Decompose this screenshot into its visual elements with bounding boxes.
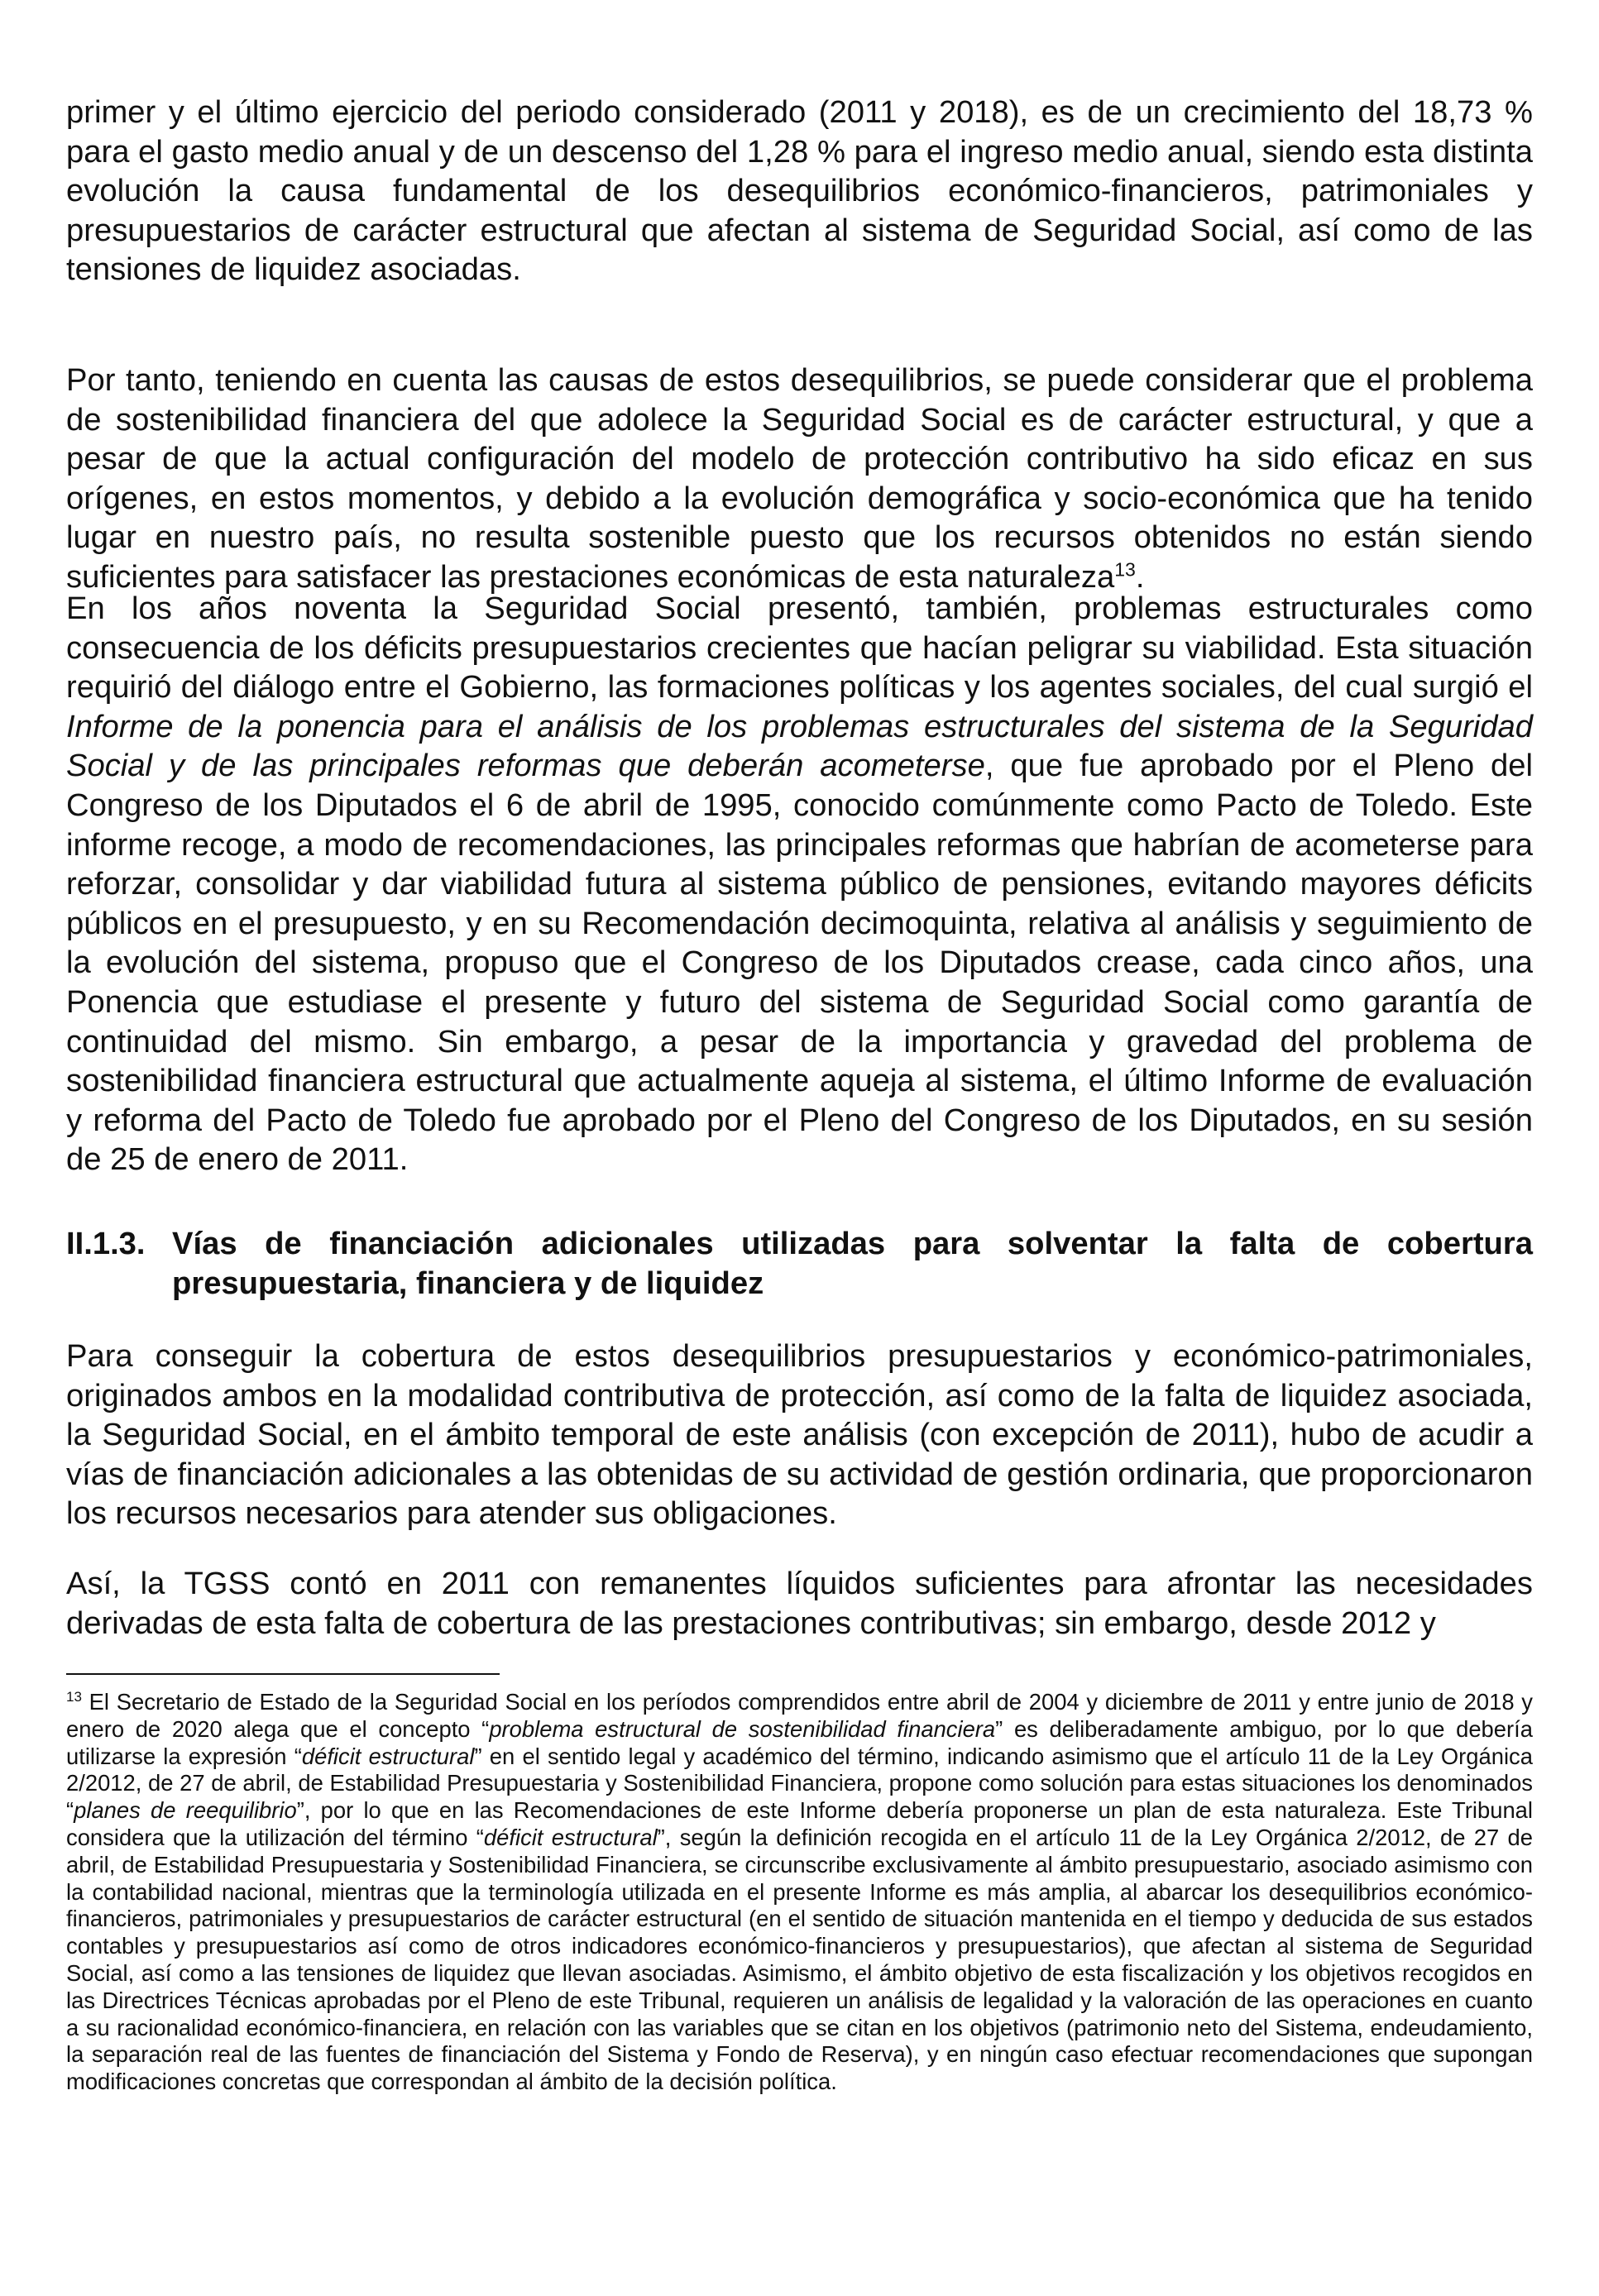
footnote-13: $^{13}$ El Secretario de Estado de la Seguridad Social en los períodos comprendidos entre abril de 2004 y diciembre de 2011 y entre junio de 2018 y enero de 2020 alega que el concepto “problema estructural de sostenibilidad financiera” es deliberadamente ambiguo, por lo que debería utilizarse la expresión “déficit estructural” en el sentido legal y académico del término, indicando asimismo que el artículo 11 de la Ley Orgánica 2/2012, de 27 de abril, de Estabilidad Presupuestaria y Sostenibilidad Financiera, propone como solución para estas situaciones los denominados “planes de reequilibrio”, por lo que en las Recomendaciones de este Informe debería proponerse un plan de esta naturaleza. Este Tribunal considera que la utilización del término “déficit estructural”, según la definición recogida en el artículo 11 de la Ley Orgánica 2/2012, de 27 de abril, de Estabilidad Presupuestaria y Sostenibilidad Financiera, se circunscribe exclusivamente al ámbito presupuestario, asociado asimismo con la contabilidad nacional, mientras que la terminología utilizada en el presente Informe es más amplia, al abarcar los desequilibrios económico-financieros, patrimoniales y presupuestarios de carácter estructural (en el sentido de situación mantenida en el tiempo y deducida de sus estados contables y presupuestarios así como de otros indicadores económico-financieros y presupuestarios), que afectan al sistema de Seguridad Social, así como a las tensiones de liquidez que llevan asociadas. Asimismo, el ámbito objetivo de esta fiscalización y los objetivos recogidos en las Directrices Técnicas aprobadas por el Pleno de este Tribunal, requieren un análisis de legalidad y la valoración de las operaciones en cuanto a su racionalidad económico-financiera, en relación con las variables que se citan en los objetivos (patrimonio neto del Sistema, endeudamiento, la separación real de las fuentes de financiación del Sistema y Fondo de Reserva), y en ningún caso efectuar recomendaciones que supongan modificaciones concretas que correspondan al ámbito de la decisión política. bbox=[66, 1688, 1533, 2095]
paragraph-4: Para conseguir la cobertura de estos desequilibrios presupuestarios y económico-patrimoniales, originados ambos en la modalidad contributiva de protección, así como de la falta de liquidez asociada, la Seguridad Social, en el ámbito temporal de este análisis (con excepción de 2011), hubo de acudir a vías de financiación adicionales a las obtenidas de su actividad de gestión ordinaria, que proporcionaron los recursos necesarios para atender sus obligaciones. bbox=[66, 1338, 1533, 1532]
section-heading bbox=[66, 1224, 1533, 1303]
paragraph-1: primer y el último ejercicio del periodo considerado (2011 y 2018), es de un crecimiento del 18,73 % para el gasto medio anual y de un descenso del 1,28 % para el ingreso medio anual, siendo esta distinta evolución la causa fundamental de los desequilibrios económico-financieros, patrimoniales y presupuestarios de carácter estructural que afectan al sistema de Seguridad Social, así como de las tensiones de liquidez asociadas. bbox=[66, 94, 1533, 288]
footnote-reference-13[interactable]: 13 bbox=[1114, 558, 1136, 581]
section-number: II.1.3. bbox=[66, 1226, 146, 1261]
footnote-separator bbox=[66, 1673, 500, 1675]
footnote-number: 13 bbox=[66, 1688, 82, 1705]
paragraph-2: Por tanto, teniendo en cuenta las causas de estos desequilibrios, se puede considerar que el problema de sostenibilidad financiera del que adolece la Seguridad Social es de carácter estructural, y que a pesar de que la actual configuración del modelo de protección contributivo ha sido eficaz en sus orígenes, en estos momentos, y debido a la evolución demográfica y socio-económica que ha tenido lugar en nuestro país, no resulta sostenible puesto que los recursos obtenidos no están siendo suficientes para satisfacer las prestaciones económicas de esta naturaleza$^{13}$. bbox=[66, 362, 1533, 595]
section-title: Vías de financiación adicionales utilizadas para solventar la falta de cobertura presupuestaria, financiera y de liquidez bbox=[172, 1226, 1533, 1301]
report-title-italic: Informe de la ponencia para el análisis de los problemas estructurales del sistema de la Seguridad Social y de las principales reformas que deberán acometerse bbox=[66, 708, 1533, 784]
paragraph-5: Así, la TGSS contó en 2011 con remanentes líquidos suficientes para afrontar las necesidades derivadas de esta falta de cobertura de las prestaciones contributivas; sin embargo, desde 2012 y bbox=[66, 1566, 1533, 1641]
paragraph-3: En los años noventa la Seguridad Social presentó, también, problemas estructurales como consecuencia de los déficits presupuestarios crecientes que hacían peligrar su viabilidad. Esta situación requirió del diálogo entre el Gobierno, las formaciones políticas y los agentes sociales, del cual surgió el Informe de la ponencia para el análisis de los problemas estructurales del sistema de la Seguridad Social y de las principales reformas que deberán acometerse, que fue aprobado por el Pleno del Congreso de los Diputados el 6 de abril de 1995, conocido comúnmente como Pacto de Toledo. Este informe recoge, a modo de recomendaciones, las principales reformas que habrían de acometerse para reforzar, consolidar y dar viabilidad futura al sistema público de pensiones, evitando mayores déficits públicos en el presupuesto, y en su Recomendación decimoquinta, relativa al análisis y seguimiento de la evolución del sistema, propuso que el Congreso de los Diputados crease, cada cinco años, una Ponencia que estudiase el presente y futuro del sistema de Seguridad Social como garantía de continuidad del mismo. Sin embargo, a pesar de la importancia y gravedad del problema de sostenibilidad financiera estructural que actualmente aqueja al sistema, el último Informe de evaluación y reforma del Pacto de Toledo fue aprobado por el Pleno del Congreso de los Diputados, en su sesión de 25 de enero de 2011. bbox=[66, 591, 1533, 1178]
